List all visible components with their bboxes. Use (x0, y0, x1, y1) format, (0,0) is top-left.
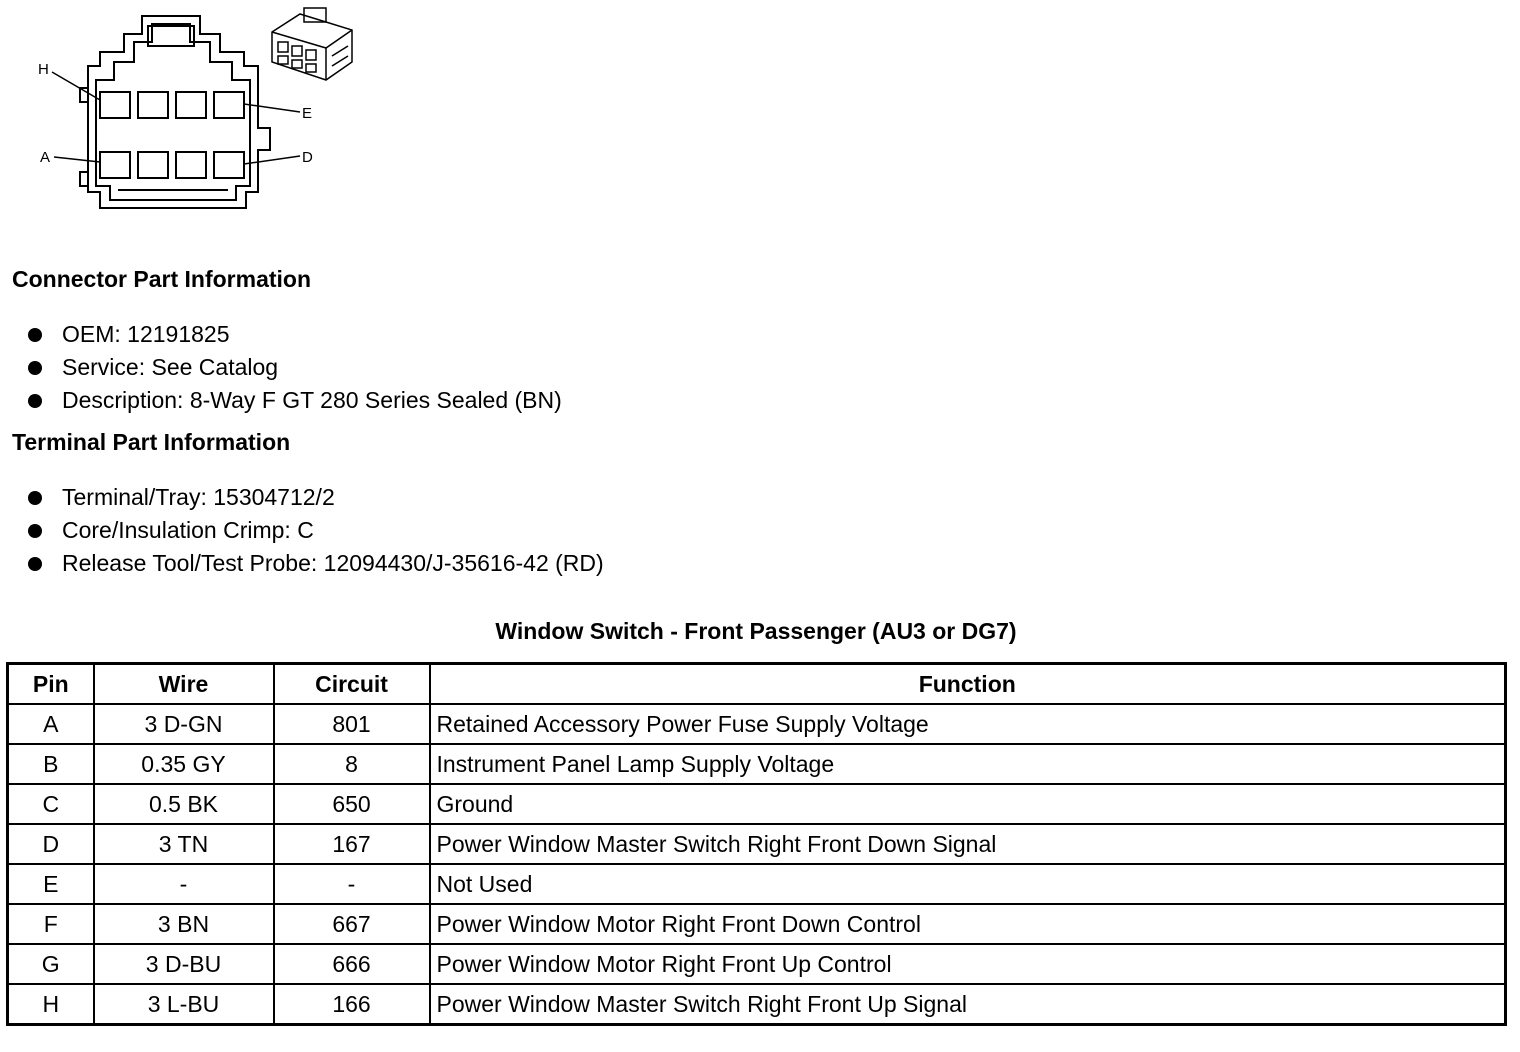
cell-function: Instrument Panel Lamp Supply Voltage (430, 744, 1506, 784)
list-item (28, 384, 562, 417)
table-header-row (8, 664, 1506, 705)
list-item-text: Core/Insulation Crimp: C (62, 517, 314, 543)
cell-circuit: 667 (274, 904, 430, 944)
table-row (8, 864, 1506, 904)
table-row (8, 744, 1506, 784)
cell-function: Ground (430, 784, 1506, 824)
table-title: Window Switch - Front Passenger (AU3 or DG7) (495, 618, 1017, 644)
list-item (28, 514, 604, 547)
cell-circuit: 166 (274, 984, 430, 1025)
header-wire: Wire (94, 664, 274, 705)
cell-wire: 3 L-BU (94, 984, 274, 1025)
cell-pin: G (8, 944, 94, 984)
cell-function: Retained Accessory Power Fuse Supply Voltage (430, 704, 1506, 744)
connector-info-list (28, 318, 562, 417)
cell-function: Power Window Motor Right Front Up Control (430, 944, 1506, 984)
cell-circuit: 650 (274, 784, 430, 824)
bullet-icon (28, 361, 42, 375)
cell-wire: - (94, 864, 274, 904)
cell-pin: E (8, 864, 94, 904)
terminal-info-list (28, 481, 604, 580)
cell-pin: D (8, 824, 94, 864)
list-item (28, 351, 562, 384)
table-row (8, 784, 1506, 824)
cell-pin: H (8, 984, 94, 1025)
bullet-icon (28, 524, 42, 538)
callout-h: H (38, 61, 49, 78)
cell-circuit: - (274, 864, 430, 904)
callout-a: A (40, 149, 51, 166)
connector-diagram (0, 0, 380, 230)
bullet-icon (28, 328, 42, 342)
cell-wire: 3 D-GN (94, 704, 274, 744)
header-function: Function (430, 664, 1506, 705)
list-item-text: Terminal/Tray: 15304712/2 (62, 484, 335, 510)
pinout-table (6, 662, 1507, 1026)
cell-circuit: 666 (274, 944, 430, 984)
table-row (8, 984, 1506, 1025)
connector-info-title: Connector Part Information (12, 266, 312, 292)
list-item (28, 547, 604, 580)
table-body (8, 704, 1506, 1025)
list-item (28, 481, 604, 514)
cell-circuit: 801 (274, 704, 430, 744)
cell-wire: 3 BN (94, 904, 274, 944)
header-pin: Pin (8, 664, 94, 705)
cell-wire: 3 TN (94, 824, 274, 864)
table-row (8, 704, 1506, 744)
bullet-icon (28, 557, 42, 571)
cell-function: Power Window Motor Right Front Down Control (430, 904, 1506, 944)
callout-e: E (302, 105, 313, 122)
cell-function: Not Used (430, 864, 1506, 904)
cell-pin: F (8, 904, 94, 944)
cell-function: Power Window Master Switch Right Front Up Signal (430, 984, 1506, 1025)
bullet-icon (28, 394, 42, 408)
cell-pin: A (8, 704, 94, 744)
callout-d: D (302, 149, 313, 166)
list-item (28, 318, 562, 351)
cell-wire: 3 D-BU (94, 944, 274, 984)
cell-wire: 0.35 GY (94, 744, 274, 784)
cell-circuit: 8 (274, 744, 430, 784)
list-item-text: Service: See Catalog (62, 354, 279, 380)
table-row (8, 904, 1506, 944)
table-row (8, 944, 1506, 984)
cell-function: Power Window Master Switch Right Front Down Signal (430, 824, 1506, 864)
cell-wire: 0.5 BK (94, 784, 274, 824)
list-item-text: OEM: 12191825 (62, 321, 230, 347)
list-item-text: Description: 8-Way F GT 280 Series Sealed (BN) (62, 387, 562, 413)
list-item-text: Release Tool/Test Probe: 12094430/J-35616-42 (RD) (62, 550, 604, 576)
header-circuit: Circuit (274, 664, 430, 705)
bullet-icon (28, 491, 42, 505)
cell-pin: C (8, 784, 94, 824)
cell-circuit: 167 (274, 824, 430, 864)
terminal-info-title: Terminal Part Information (12, 429, 291, 455)
table-row (8, 824, 1506, 864)
cell-pin: B (8, 744, 94, 784)
connector-thumbnail (272, 8, 352, 80)
